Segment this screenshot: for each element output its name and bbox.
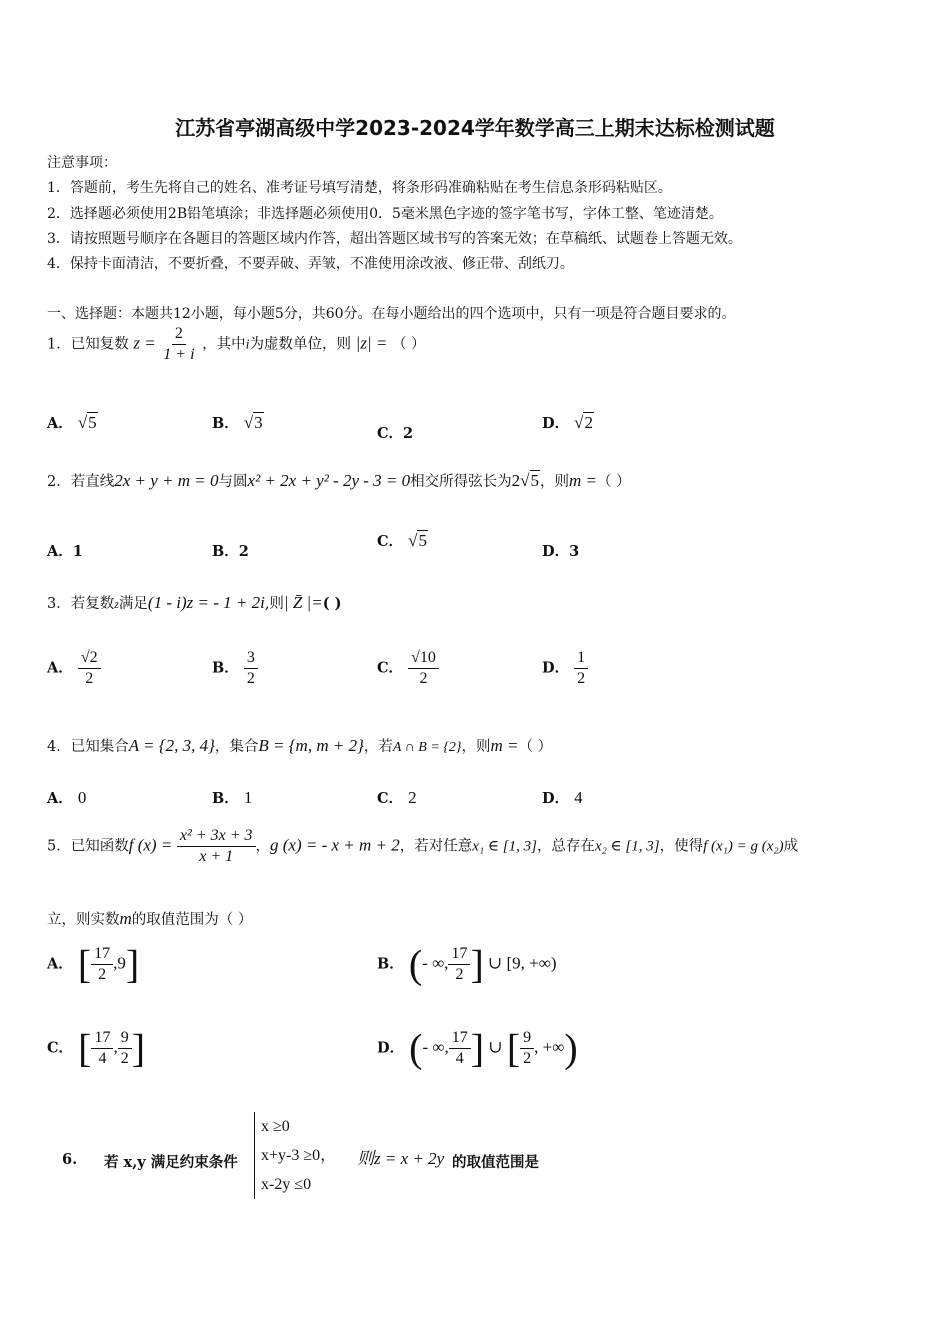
question-3 bbox=[47, 592, 341, 613]
q2-option-a-label: A． bbox=[47, 543, 73, 560]
q5-mid2: ，总存在 bbox=[536, 838, 595, 855]
q1-absz: |z| = bbox=[355, 333, 388, 353]
q1-option-b-value: √3 bbox=[243, 413, 263, 432]
q1-option-d-value: √2 bbox=[574, 413, 593, 432]
q4-option-a-value: 0 bbox=[77, 788, 87, 807]
q2-option-b-value: 2 bbox=[238, 543, 249, 560]
q3-option-b-den: 2 bbox=[246, 670, 255, 687]
q1-option-d[interactable] bbox=[542, 412, 594, 433]
q2-option-a-value: 1 bbox=[72, 543, 83, 560]
q6-constraints bbox=[254, 1112, 336, 1199]
q4-option-b[interactable] bbox=[212, 787, 252, 808]
q5-mid: ，若对任意 bbox=[399, 838, 473, 855]
q4-suffix: （ ） bbox=[518, 739, 553, 755]
q2-prefix: 2．若直线 bbox=[47, 474, 115, 490]
q4-option-d-label: D． bbox=[542, 790, 570, 807]
q3-option-a-den: 2 bbox=[85, 670, 94, 687]
q1-denominator: 1 + i bbox=[163, 346, 195, 363]
q1-numerator: 2 bbox=[172, 324, 186, 345]
notice-item-1: 1．答题前，考生先将自己的姓名、准考证号填写清楚，将条形码准确粘贴在考生信息条形码粘贴区。 bbox=[47, 180, 672, 196]
q4-option-b-value: 1 bbox=[243, 788, 253, 807]
q2-suffix: （ ） bbox=[597, 474, 631, 490]
q4-intersection: A ∩ B = {2} bbox=[392, 740, 462, 755]
q3-option-d[interactable] bbox=[542, 648, 588, 689]
question-5 bbox=[47, 826, 798, 867]
q5-f-numerator: x² + 3x + 3 bbox=[177, 826, 256, 847]
q2-chord-coef: 2 bbox=[511, 471, 521, 490]
q5-f-fraction bbox=[177, 826, 256, 867]
q5-option-a[interactable]: A． [ $\frac{17}{2}$ ,9] bbox=[47, 941, 140, 987]
q5-mid3: ，使得 bbox=[659, 838, 704, 855]
q3-option-a[interactable] bbox=[47, 648, 101, 689]
q1-option-b-radicand: 3 bbox=[254, 413, 263, 432]
q3-option-b[interactable] bbox=[212, 648, 258, 689]
q1-z-eq: z = bbox=[133, 333, 156, 353]
q5-m: m bbox=[119, 909, 132, 928]
q2-circle-eq: x² + 2x + y² - 2y - 3 = 0 bbox=[247, 471, 411, 490]
q2-option-d[interactable] bbox=[542, 540, 579, 561]
q3-option-d-fraction bbox=[574, 648, 588, 689]
q3-option-a-fraction bbox=[78, 648, 101, 689]
q4-option-a[interactable] bbox=[47, 787, 86, 808]
q4-option-b-label: B． bbox=[212, 790, 239, 807]
q2-chord-radicand: 5 bbox=[530, 471, 539, 490]
q5-option-b-label: B． bbox=[377, 955, 404, 973]
q5-option-d[interactable]: D． (- ∞, $\frac{17}{4}$ ] ∪ [ $\frac{9}{2}$ , +∞) bbox=[377, 1025, 578, 1071]
q5-option-a-label: A． bbox=[47, 955, 73, 973]
q2-m-eq: m = bbox=[569, 471, 597, 490]
q2-option-c-value: √5 bbox=[408, 531, 427, 550]
q6-prefix: 6. bbox=[62, 1151, 78, 1168]
q4-option-c[interactable] bbox=[377, 787, 417, 808]
notice-item-2: 2．选择题必须使用2B铅笔填涂；非选择题必须使用0．5毫米黑色字迹的签字笔书写，字体工整、笔迹清楚。 bbox=[47, 206, 723, 222]
q1-fraction bbox=[160, 324, 197, 365]
q4-mid2: ，若 bbox=[363, 739, 393, 755]
q3-option-d-den: 2 bbox=[577, 670, 586, 687]
q3-option-b-num: 3 bbox=[244, 648, 258, 669]
q6-then: 则z = x + 2y bbox=[357, 1149, 445, 1168]
q3-option-d-num: 1 bbox=[574, 648, 588, 669]
q2-option-d-value: 3 bbox=[569, 543, 580, 560]
q5-comma: ， bbox=[255, 838, 270, 855]
page-title: 江苏省亭湖高级中学2023-2024学年数学高三上期末达标检测试题 bbox=[175, 116, 775, 140]
question-2 bbox=[47, 470, 631, 491]
q1-mid: ，其中 bbox=[202, 336, 246, 353]
q3-option-a-label: A． bbox=[47, 659, 73, 677]
q2-line-eq: 2x + y + m = 0 bbox=[114, 471, 219, 490]
q1-option-a-label: A． bbox=[47, 415, 73, 432]
q4-option-d[interactable] bbox=[542, 787, 583, 808]
q5-option-b[interactable]: B． (- ∞, $\frac{17}{2}$ ] ∪ [9, +∞) bbox=[377, 941, 557, 987]
q2-option-b[interactable] bbox=[212, 540, 249, 561]
q1-option-d-label: D． bbox=[542, 415, 570, 432]
q4-option-a-label: A． bbox=[47, 790, 73, 807]
q1-option-b-label: B． bbox=[212, 415, 239, 432]
notice-item-3: 3．请按照题号顺序在各题目的答题区域内作答，超出答题区域书写的答案无效；在草稿纸、试题卷上答题无效。 bbox=[47, 231, 742, 247]
q4-mid3: ，则 bbox=[461, 739, 491, 755]
q3-option-c-num: √10 bbox=[408, 648, 439, 669]
notice-heading: 注意事项： bbox=[47, 155, 117, 171]
q4-set-a: A = {2, 3, 4} bbox=[128, 736, 215, 755]
q5-option-c-label: C． bbox=[47, 1039, 74, 1057]
q4-prefix: 4．已知集合 bbox=[47, 739, 129, 755]
q5-line2-a: 立，则实数 bbox=[47, 912, 120, 928]
q4-mid: ，集合 bbox=[214, 739, 259, 755]
q2-chord-sqrt: √5 bbox=[520, 471, 539, 490]
q6-text: 若 x,y 满足约束条件 bbox=[104, 1154, 238, 1171]
q3-prefix: 3．若复数 bbox=[47, 596, 115, 612]
q5-g-eq: g (x) = - x + m + 2 bbox=[270, 835, 400, 855]
notice-item-4: 4．保持卡面清洁，不要折叠，不要弄破、弄皱，不准使用涂改液、修正带、刮纸刀。 bbox=[47, 256, 574, 272]
q3-option-c-label: C． bbox=[377, 659, 404, 677]
q2-option-c-radicand: 5 bbox=[418, 531, 427, 550]
q4-option-c-value: 2 bbox=[408, 788, 417, 807]
q5-x1-in: x₁ ∈ [1, 3] bbox=[472, 838, 537, 855]
q1-option-a-value: √5 bbox=[77, 413, 97, 432]
q3-suffix: ( ) bbox=[322, 595, 342, 612]
q2-option-b-label: B． bbox=[212, 543, 239, 560]
q5-prefix: 5．已知函数 bbox=[47, 838, 129, 855]
q1-prefix: 1．已知复数 bbox=[47, 336, 129, 353]
question-1 bbox=[47, 324, 426, 365]
q1-i: i bbox=[245, 337, 250, 353]
q1-option-b[interactable] bbox=[212, 412, 264, 433]
q1-suffix: （ ） bbox=[391, 336, 426, 353]
q5-f-lhs: f (x) = bbox=[128, 835, 173, 855]
q4-m-eq: m = bbox=[490, 736, 519, 755]
q3-mid: 满足 bbox=[118, 596, 148, 612]
q3-eq: (1 - i)z = - 1 + 2i bbox=[147, 593, 265, 612]
q2-mid: 与圆 bbox=[218, 474, 248, 490]
q5-option-d-label: D． bbox=[377, 1039, 405, 1057]
q3-mid2: ,则 bbox=[264, 596, 284, 612]
q3-option-c-fraction bbox=[408, 648, 439, 689]
q3-option-b-label: B． bbox=[212, 659, 239, 677]
q4-set-b: B = {m, m + 2} bbox=[258, 736, 364, 755]
q1-option-c[interactable] bbox=[377, 422, 413, 443]
q2-option-c[interactable] bbox=[377, 530, 428, 551]
q2-mid2: 相交所得弦长为 bbox=[410, 474, 512, 490]
q5-fx-eq: f (x₁) = g (x₂) bbox=[703, 838, 784, 855]
q1-option-a-radicand: 5 bbox=[88, 413, 97, 432]
q2-mid3: ，则 bbox=[540, 474, 569, 490]
q1-option-d-radicand: 2 bbox=[584, 413, 593, 432]
question-4 bbox=[47, 735, 552, 756]
q6-condition-3: x-2y ≤0 bbox=[261, 1176, 312, 1193]
q3-option-b-fraction bbox=[244, 648, 258, 689]
q1-mid2: 为虚数单位，则 bbox=[249, 336, 352, 353]
q1-option-a[interactable] bbox=[47, 412, 98, 433]
q4-option-c-label: C． bbox=[377, 790, 404, 807]
q3-option-c[interactable] bbox=[377, 648, 439, 689]
q1-option-c-value: 2 bbox=[403, 425, 414, 442]
q5-end1: 成 bbox=[783, 838, 799, 855]
q3-z: z bbox=[114, 597, 119, 611]
q2-option-c-label: C． bbox=[377, 533, 404, 550]
q5-option-c[interactable]: C． [ $\frac{17}{4}$ , $\frac{9}{2}$ ] bbox=[47, 1025, 146, 1071]
q2-option-d-label: D． bbox=[542, 543, 570, 560]
q3-option-c-den: 2 bbox=[419, 670, 428, 687]
q5-line2-b: 的取值范围为（ ） bbox=[131, 912, 253, 928]
q3-option-a-num: √2 bbox=[78, 648, 101, 669]
q1-option-c-label: C． bbox=[377, 425, 404, 442]
q5-x2-in: x₂ ∈ [1, 3] bbox=[594, 838, 660, 855]
q2-option-a[interactable] bbox=[47, 540, 83, 561]
q6-condition-1: x ≥0 bbox=[261, 1118, 290, 1135]
section-heading: 一、选择题：本题共12小题，每小题5分，共60分。在每小题给出的四个选项中，只有一项是符合题目要求的。 bbox=[47, 306, 736, 322]
q3-absz: | Z̄ |= bbox=[283, 593, 323, 612]
q3-option-d-label: D． bbox=[542, 659, 570, 677]
question-5-line2 bbox=[47, 908, 252, 929]
q5-f-denominator: x + 1 bbox=[199, 848, 234, 865]
q6-suffix: 的取值范围是 bbox=[452, 1154, 539, 1171]
q6-condition-2: x+y-3 ≥0， bbox=[261, 1147, 337, 1164]
q4-option-d-value: 4 bbox=[574, 788, 583, 807]
